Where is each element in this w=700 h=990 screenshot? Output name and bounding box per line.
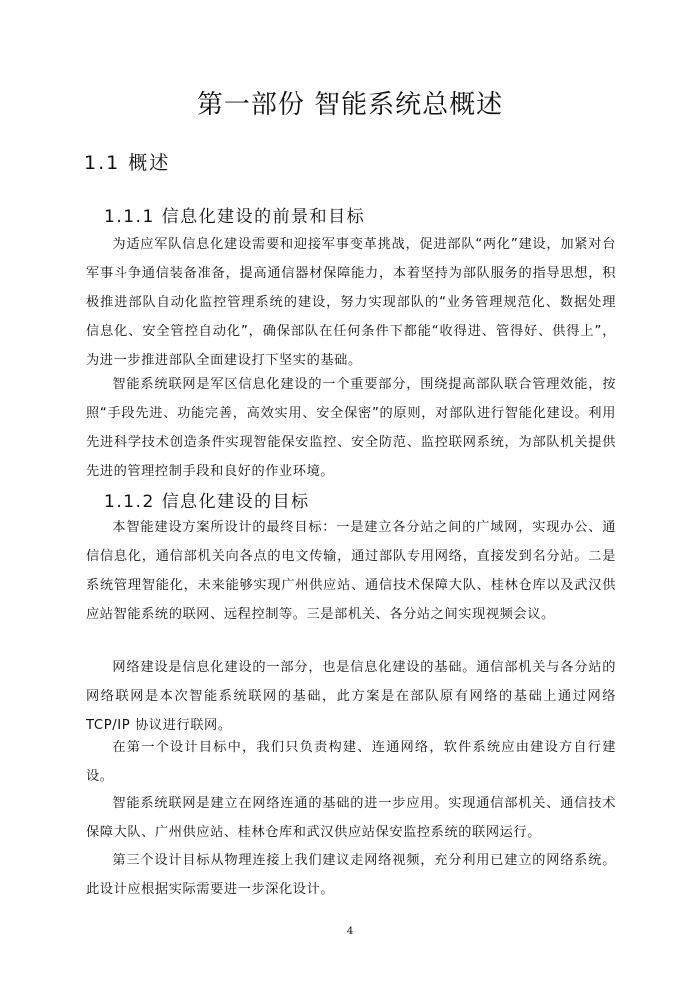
section-heading: 1.1 概述	[84, 152, 171, 174]
paragraph: 网络建设是信息化建设的一部分，也是信息化建设的基础。通信部机关与各分站的网络联网是本次智能系统联网的基础，此方案是在部队原有网络的基础上通过网络 TCP/IP 协议进行联网。	[86, 660, 616, 733]
subsection-heading-1: 1.1.1 信息化建设的前景和目标	[104, 207, 366, 227]
paragraph: 在第一个设计目标中，我们只负责构建、连通网络，软件系统应由建设方自行建设。	[86, 740, 616, 784]
page-title: 第一部份 智能系统总概述	[196, 90, 504, 120]
paragraph: 第三个设计目标从物理连接上我们建议走网络视频，充分利用已建立的网络系统。此设计应根据实际需要进一步深化设计。	[86, 853, 616, 897]
paragraph: 智能系统联网是建立在网络连通的基础的进一步应用。实现通信部机关、通信技术保障大队、广州供应站、桂林仓库和武汉供应站保安监控系统的联网运行。	[86, 796, 616, 840]
paragraph: 智能系统联网是军区信息化建设的一个重要部分，围绕提高部队联合管理效能，按照“手段先进、功能完善，高效实用、安全保密”的原则，对部队进行智能化建设。利用先进科学技术创造条件实现智能保安监控、安全防范、监控联网系统，为部队机关提供先进的管理控制手段和良好的作业环境。	[86, 377, 616, 479]
paragraph: 为适应军队信息化建设需要和迎接军事变革挑战，促进部队“两化”建设，加紧对台军事斗争通信装备准备，提高通信器材保障能力，本着坚持为部队服务的指导思想，积极推进部队自动化监控管理系统的建设，努力实现部队的“业务管理规范化、数据处理信息化、安全管控自动化”，确保部队在任何条件下都能“收得进、管得好、供得上”，为进一步推进部队全面建设打下坚实的基础。	[86, 237, 616, 368]
subsection-heading-2: 1.1.2 信息化建设的目标	[104, 492, 310, 512]
paragraph: 本智能建设方案所设计的最终目标：一是建立各分站之间的广域网，实现办公、通信信息化，通信部机关向各点的电文传输，通过部队专用网络，直接发到名分站。二是系统管理智能化，未来能够实现广州供应站、通信技术保障大队、桂林仓库以及武汉供应站智能系统的联网、远程控制等。三是部机关、各分站之间实现视频会议。	[86, 520, 616, 622]
page-number: 4	[346, 926, 354, 937]
